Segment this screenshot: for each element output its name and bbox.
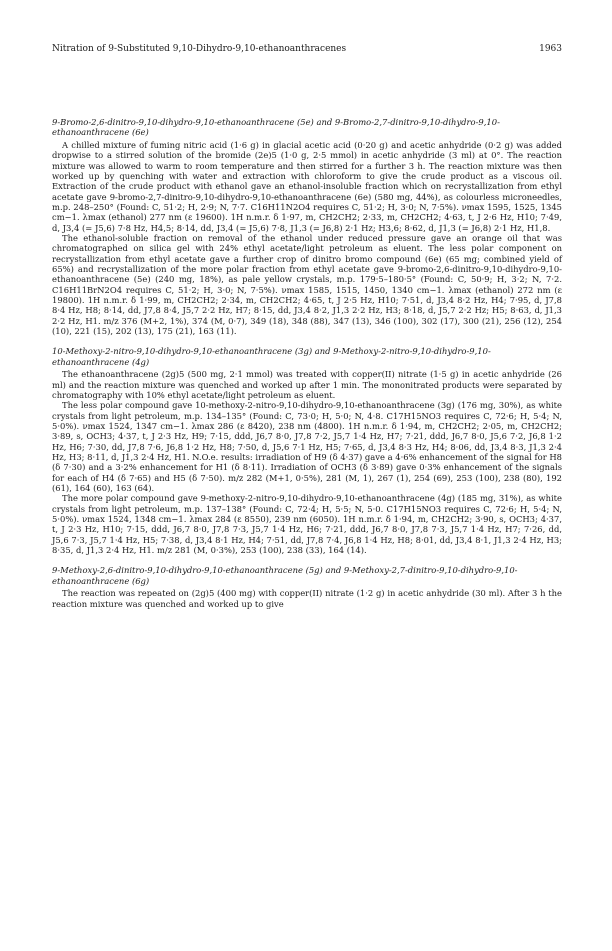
section-title: 10-Methoxy-2-nitro-9,10-dihydro-9,10-ethanoanthracene (3g) and 9-Methoxy-2-nitro-9,10-dihydro-9,10-ethanoanthracene (4g)	[52, 346, 491, 367]
section-title: 9-Bromo-2,6-dinitro-9,10-dihydro-9,10-ethanoanthracene (5e) and 9-Bromo-2,7-dinitro-9,10-dihydro-9,10-ethanoanthracene (6e)	[52, 117, 500, 138]
paragraph: The reaction was repeated on (2g)5 (400 mg) with copper(II) nitrate (1·2 g) in acetic anhydride (30 ml). After 3 h the reaction mixture was quenched and worked up to give	[52, 588, 562, 609]
page-number: 1963	[539, 44, 562, 54]
paragraph: A chilled mixture of fuming nitric acid (1·6 g) in glacial acetic acid (0·20 g) and acetic anhydride (0·2 g) was added dropwise to a stirred solution of the bromide (2e)5 (1·0 g, 2·5 mmol) in acetic anhydride (3 ml) at 0°. The reaction mixture was allowed to warm to room temperature and then stirred for a further 3 h. The reaction mixture was then worked up by quenching with water and extraction with chloroform to give the crude product as a viscous oil. Extraction of the crude product with ethanol gave an ethanol-insoluble fraction which on recrystallization from ethyl acetate gave 9-bromo-2,7-dinitro-9,10-dihydro-9,10-ethanoanthracene (6e) (580 mg, 44%), as colourless microneedles, m.p. 248–250° (Found: C, 51·2; H, 2·9; N, 7·7. C16H11N2O4 requires C, 51·2; H, 3·0; N, 7·5%). νmax 1595, 1525, 1345 cm−1. λmax (ethanol) 277 nm (ε 19600). 1H n.m.r. δ 1·97, m, CH2CH2; 2·33, m, CH2CH2; 4·63, t, J 2·6 Hz, H10; 7·49, d, J3,4 (= J5,6) 7·8 Hz, H4,5; 8·14, dd, J3,4 (= J5,6) 7·8, J1,3 (= J6,8) 2·1 Hz; H3,6; 8·62, d, J1,3 (= J6,8) 2·1 Hz, H1,8.	[52, 139, 562, 233]
paragraph: The more polar compound gave 9-methoxy-2-nitro-9,10-dihydro-9,10-ethanoanthracene (4g) (185 mg, 31%), as white crystals from light petroleum, m.p. 137–138° (Found: C, 72·4; H, 5·5; N, 5·0. C17H15NO3 requires C, 72·6; H, 5·4; N, 5·0%). νmax 1524, 1348 cm−1. λmax 284 (ε 8550), 239 nm (6050). 1H n.m.r. δ 1·94, m, CH2CH2; 3·90, s, OCH3; 4·37, t, J 2·3 Hz, H10; 7·15, ddd, J6,7 8·0, J7,8 7·3, J5,7 1·4 Hz, H6; 7·21, ddd, J6,7 8·0, J7,8 7·3, J5,7 1·4 Hz, H7; 7·26, dd, J5,6 7·3, J5,7 1·4 Hz, H5; 7·38, d, J3,4 8·1 Hz, H4; 7·51, dd, J7,8 7·4, J6,8 1·4 Hz, H8; 8·01, dd, J3,4 8·1, J1,3 2·4 Hz, H3; 8·35, d, J1,3 2·4 Hz, H1. m/z 281 (M, 0·3%), 253 (100), 238 (33), 164 (14).	[52, 493, 562, 555]
paragraph: The ethanoanthracene (2g)5 (500 mg, 2·1 mmol) was treated with copper(II) nitrate (1·5 g) in acetic anhydride (26 ml) and the reaction mixture was quenched and worked up after 1 min. The mononitrated products were separated by chromatography with 10% ethyl acetate/light petroleum as eluent.	[52, 369, 562, 400]
running-title: Nitration of 9-Substituted 9,10-Dihydro-9,10-ethanoanthracenes	[52, 44, 347, 54]
section-bromo-dinitro	[52, 117, 562, 336]
section-methoxy-dinitro	[52, 565, 562, 609]
section-methoxy-nitro	[52, 346, 562, 555]
paragraph: The less polar compound gave 10-methoxy-2-nitro-9,10-dihydro-9,10-ethanoanthracene (3g) (176 mg, 30%), as white crystals from light petroleum, m.p. 134–135° (Found: C, 73·0; H, 5·0; N, 4·8. C17H15NO3 requires C, 72·6; H, 5·4; N, 5·0%). νmax 1524, 1347 cm−1. λmax 286 (ε 8420), 238 nm (4800). 1H n.m.r. δ 1·94, m, CH2CH2; 2·05, m, CH2CH2; 3·89, s, OCH3; 4·37, t, J 2·3 Hz, H9; 7·15, ddd, J6,7 8·0, J7,8 7·2, J5,7 1·4 Hz, H7; 7·21, ddd, J6,7 8·0, J5,6 7·2, J6,8 1·2 Hz, H6; 7·30, dd, J7,8 7·6, J6,8 1·2 Hz, H8; 7·50, d, J5,6 7·1 Hz, H5; 7·65, d, J3,4 8·3 Hz, H4; 8·06, dd, J3,4 8·3, J1,3 2·4 Hz, H3; 8·11, d, J1,3 2·4 Hz, H1. N.O.e. results: irradiation of H9 (δ 4·37) gave a 4·6% enhancement of the signal for H8 (δ 7·30) and a 3·2% enhancement for H1 (δ 8·11). Irradiation of OCH3 (δ 3·89) gave 0·3% enhancement of the signals for each of H4 (δ 7·65) and H5 (δ 7·50). m/z 282 (M+1, 0·5%), 281 (M, 1), 267 (1), 254 (69), 253 (100), 238 (80), 192 (61), 164 (60), 163 (64).	[52, 400, 562, 493]
section-title: 9-Methoxy-2,6-dinitro-9,10-dihydro-9,10-ethanoanthracene (5g) and 9-Methoxy-2,7-dinitro-9,10-dihydro-9,10-ethanoanthracene (6g)	[52, 565, 518, 586]
paragraph: The ethanol-soluble fraction on removal of the ethanol under reduced pressure gave an orange oil that was chromatographed on silica gel with 24% ethyl acetate/light petroleum as eluent. The less polar component on recrystallization from ethyl acetate gave a further crop of dinitro bromo compound (6e) (65 mg; combined yield of 65%) and recrystallization of the more polar fraction from ethyl acetate gave 9-bromo-2,6-dinitro-9,10-dihydro-9,10-ethanoanthracene (5e) (240 mg, 18%), as pale yellow crystals, m.p. 179·5–180·5° (Found: C, 50·9; H, 3·2; N, 7·2. C16H11BrN2O4 requires C, 51·2; H, 3·0; N, 7·5%). νmax 1585, 1515, 1450, 1340 cm−1. λmax (ethanol) 272 nm (ε 19800). 1H n.m.r. δ 1·99, m, CH2CH2; 2·34, m, CH2CH2; 4·65, t, J 2·5 Hz, H10; 7·51, d, J3,4 8·2 Hz, H4; 7·95, d, J7,8 8·4 Hz, H8; 8·14, dd, J7,8 8·4, J5,7 2·2 Hz, H7; 8·15, dd, J3,4 8·2, J1,3 2·2 Hz, H3; 8·18, d, J5,7 2·2 Hz; H5; 8·63, d, J1,3 2·2 Hz, H1. m/z 376 (M+2, 1%), 374 (M, 0·7), 349 (18), 348 (88), 347 (13), 346 (100), 302 (17), 300 (21), 256 (12), 254 (10), 221 (15), 202 (13), 175 (21), 163 (11).	[52, 232, 562, 336]
journal-page	[52, 44, 562, 609]
running-header	[52, 44, 562, 54]
